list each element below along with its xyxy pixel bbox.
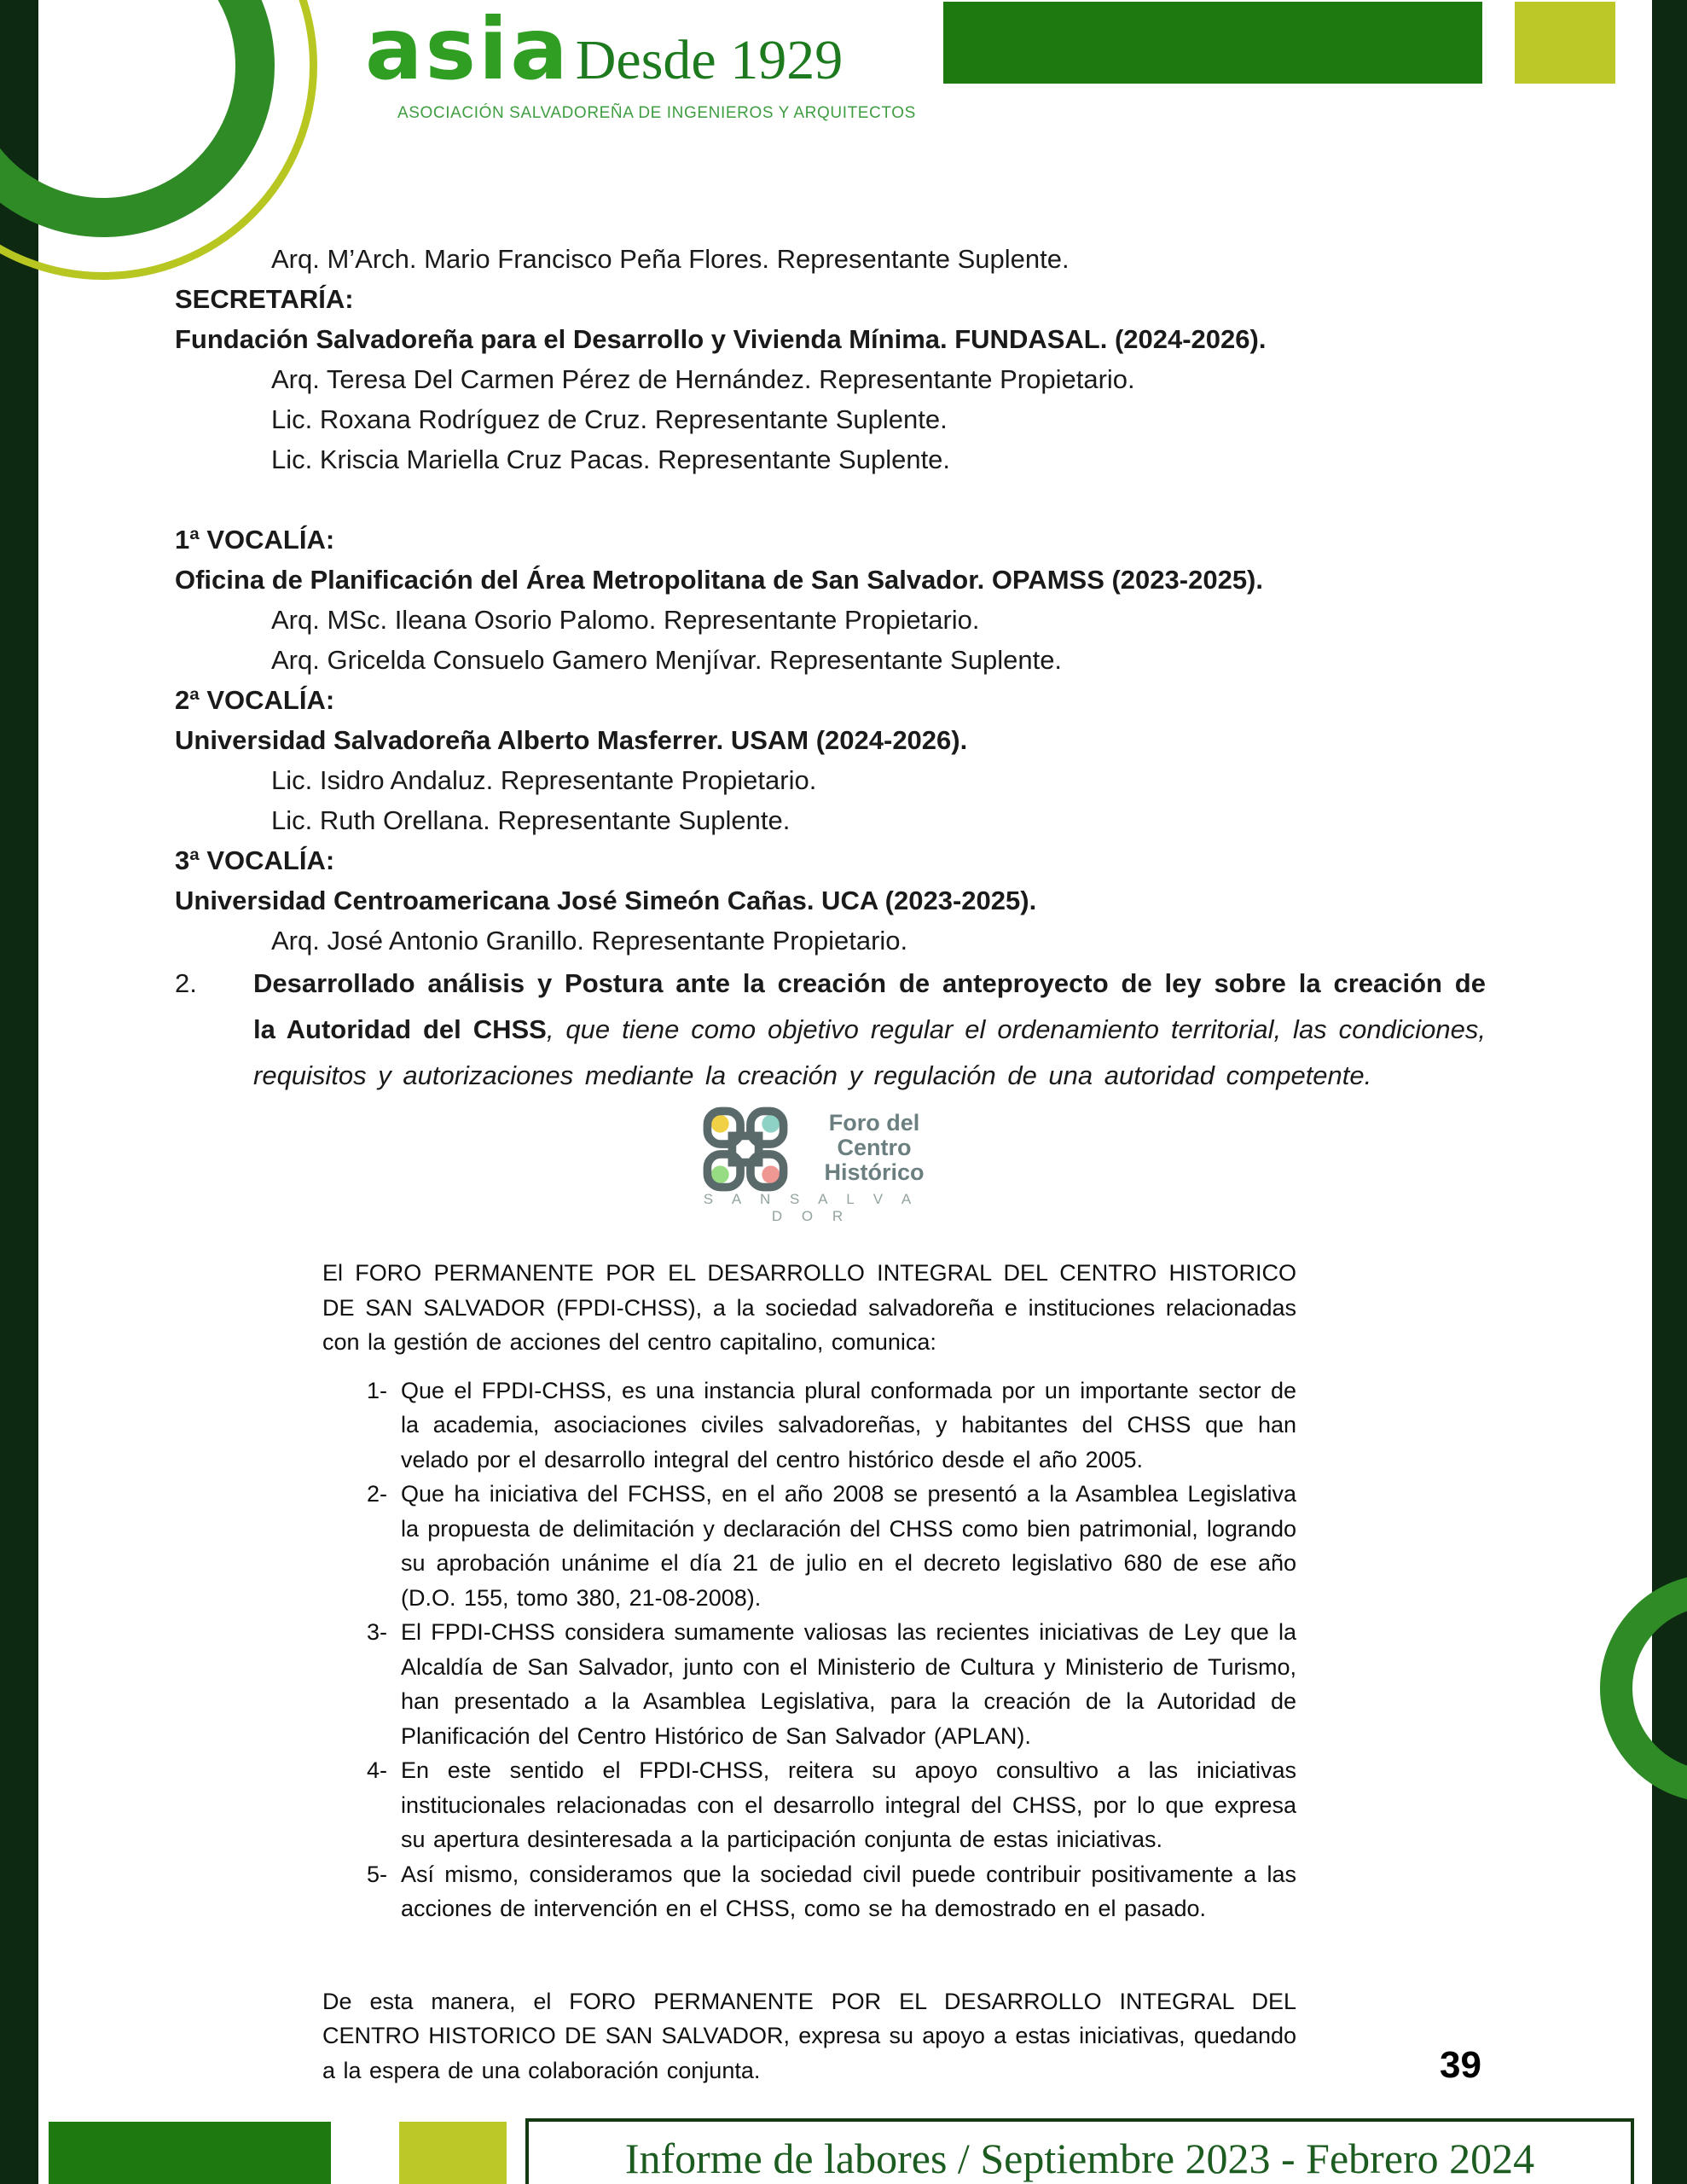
list-item-text: Así mismo, consideramos que la sociedad civil puede contribuir positivamente a las acciones de intervención en el CHSS, como se ha demostrado en el pasado.: [401, 1861, 1296, 1921]
foro-command-icon: [701, 1105, 790, 1194]
list-number: 2.: [175, 968, 197, 998]
directory-line: SECRETARÍA:: [175, 284, 354, 314]
list-item-2: [175, 961, 1486, 1099]
header-green-block: [943, 2, 1482, 84]
communique-items: [322, 1374, 1296, 1926]
directory-line: Lic. Roxana Rodríguez de Cruz. Representante Suplente.: [271, 404, 948, 434]
brand-wordmark: [365, 0, 844, 99]
brand-subtitle: ASOCIACIÓN SALVADOREÑA DE INGENIEROS Y ARQUITECTOS: [397, 104, 916, 122]
communique-item: [322, 1374, 1296, 1478]
communique-item: [322, 1615, 1296, 1753]
directory-line: Arq. José Antonio Granillo. Representante Propietario.: [271, 926, 908, 956]
communique-item: [322, 1477, 1296, 1615]
asia-wordmark: asia: [365, 0, 571, 99]
directory-line: Lic. Kriscia Mariella Cruz Pacas. Representante Suplente.: [271, 444, 951, 474]
list-item-2-text: [253, 961, 1486, 1099]
directory-line: Oficina de Planificación del Área Metropolitana de San Salvador. OPAMSS (2023-2025).: [175, 565, 1263, 595]
directory-line: Lic. Ruth Orellana. Representante Suplente.: [271, 805, 791, 835]
board-directory: [175, 239, 1493, 961]
directory-line: Arq. MSc. Ileana Osorio Palomo. Representante Propietario.: [271, 605, 980, 635]
report-title: Informe de labores / Septiembre 2023 - Febrero 2024: [624, 2135, 1535, 2182]
directory-line: Arq. M’Arch. Mario Francisco Peña Flores. Representante Suplente.: [271, 244, 1070, 274]
list-item-text: Que ha iniciativa del FCHSS, en el año 2008 se presentó a la Asamblea Legislativa la propuesta de delimitación y declaración del CHSS como bien patrimonial, logrando su aprobación unánime el día 21 de julio en el decreto legislativo 680 de ese año (D.O. 155, tomo 380, 21-08-2008).: [401, 1481, 1296, 1611]
list-number: 1-: [367, 1377, 388, 1403]
directory-line: Universidad Centroamericana José Simeón Cañas. UCA (2023-2025).: [175, 886, 1037, 915]
right-edge-ring-icon: [1600, 1574, 1687, 1803]
list-number: 2-: [367, 1481, 388, 1507]
list-item-text: El FPDI-CHSS considera sumamente valiosas las recientes iniciativas de Ley que la Alcaldía de San Salvador, junto con el Ministerio de Cultura y Ministerio de Turismo, han presentado a la Asamblea Legislativa, para la creación de la Autoridad de Planificación del Centro Histórico de San Salvador (APLAN).: [401, 1619, 1296, 1749]
footer-green-block: [49, 2122, 331, 2184]
right-edge-bar: [1652, 0, 1687, 2184]
brand-tagline: Desde 1929: [575, 29, 844, 91]
foro-logo-line3: Histórico: [824, 1159, 925, 1185]
left-edge-bar: [0, 0, 38, 2184]
communique-intro: El FORO PERMANENTE POR EL DESARROLLO INTEGRAL DEL CENTRO HISTORICO DE SAN SALVADOR (FPDI-CHSS), a la sociedad salvadoreña e instituciones relacionadas con la gestión de acciones del centro capitalino, comunica:: [322, 1260, 1296, 1355]
foro-logo-city: S A N S A L V A D O R: [703, 1191, 919, 1224]
foro-logo-line1: Foro del: [828, 1110, 920, 1136]
directory-line: 1ª VOCALÍA:: [175, 525, 335, 555]
page-number: 39: [1440, 2044, 1481, 2086]
directory-line: Arq. Teresa Del Carmen Pérez de Hernández. Representante Propietario.: [271, 364, 1135, 394]
foro-logo-line2: Centro: [837, 1135, 912, 1160]
header-lime-block: [1515, 2, 1615, 84]
communique-block: [322, 1256, 1296, 2088]
list-number: 4-: [367, 1757, 388, 1783]
footer-title-box: [525, 2118, 1634, 2184]
list-item-text: En este sentido el FPDI-CHSS, reitera su apoyo consultivo a las iniciativas institucionales relacionadas con el desarrollo integral del CHSS, por lo que expresa su apertura desinteresada a la participación conjunta de estas iniciativas.: [401, 1757, 1296, 1852]
directory-line: 2ª VOCALÍA:: [175, 685, 335, 715]
list-number: 3-: [367, 1619, 388, 1645]
item2-bold-text: Desarrollado análisis y Postura ante la creación de anteproyecto de ley sobre la creación de la Autoridad del CHSS: [253, 968, 1486, 1044]
communique-closing: De esta manera, el FORO PERMANENTE POR EL DESARROLLO INTEGRAL DEL CENTRO HISTORICO DE SAN SALVADOR, expresa su apoyo a estas iniciativas, quedando a la espera de una colaboración conjunta.: [322, 1988, 1296, 2083]
directory-line: Fundación Salvadoreña para el Desarrollo y Vivienda Mínima. FUNDASAL. (2024-2026).: [175, 324, 1267, 354]
item2-italic-text: , que tiene como objetivo regular el ordenamiento territorial, las condiciones, requisitos y autorizaciones mediante la creación y regulación de una autoridad competente.: [253, 1014, 1486, 1090]
directory-line: 3ª VOCALÍA:: [175, 845, 335, 875]
directory-line: Universidad Salvadoreña Alberto Masferrer. USAM (2024-2026).: [175, 725, 968, 755]
directory-line: Arq. Gricelda Consuelo Gamero Menjívar. Representante Suplente.: [271, 645, 1063, 675]
directory-line: Lic. Isidro Andaluz. Representante Propietario.: [271, 765, 817, 795]
list-item-text: Que el FPDI-CHSS, es una instancia plural conformada por un importante sector de la academia, asociaciones civiles salvadoreñas, y habitantes del CHSS que han velado por el desarrollo integral del centro histórico desde el año 2005.: [401, 1377, 1296, 1472]
communique-item: [322, 1857, 1296, 1926]
communique-item: [322, 1753, 1296, 1857]
foro-logo-text: [812, 1111, 936, 1185]
footer-lime-block: [399, 2122, 507, 2184]
list-number: 5-: [367, 1861, 388, 1887]
